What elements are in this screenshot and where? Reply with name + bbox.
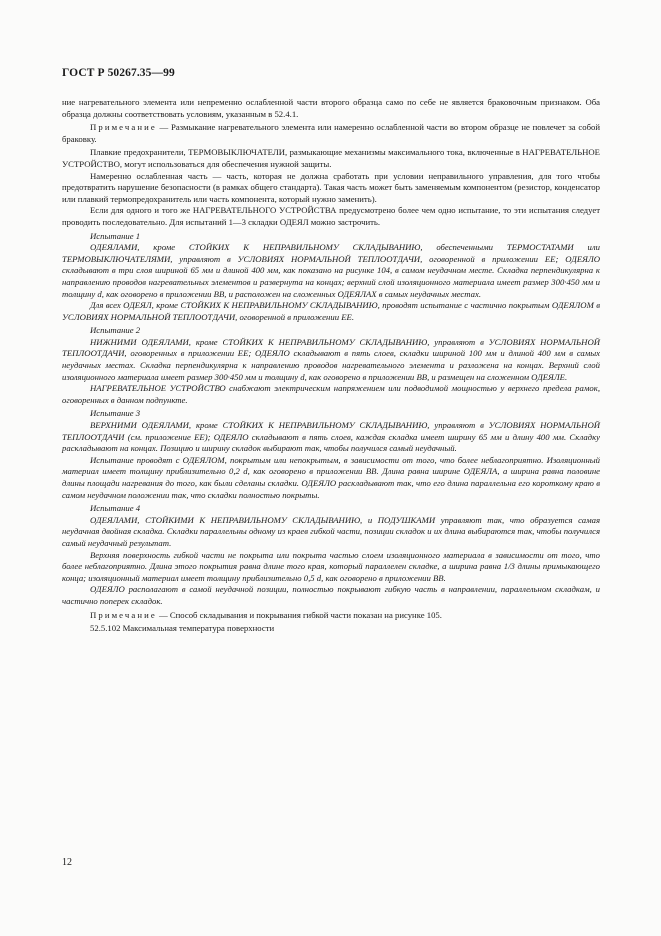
test-heading: Испытание 4 <box>90 503 141 514</box>
note-label: Примечание <box>90 609 157 620</box>
test-description-paragraph: ОДЕЯЛО располагают в самой неудачной позиции, полностью покрывают гибкую часть в направлении, параллельном складкам, и частично поперек складок. <box>62 584 600 606</box>
test-description-paragraph: ВЕРХНИМИ ОДЕЯЛАМИ, кроме СТОЙКИХ К НЕПРАВИЛЬНОМУ СКЛАДЫВАНИЮ, управляют в УСЛОВИЯХ НОРМАЛЬНОЙ ТЕПЛООТДАЧИ (см. приложение ЕЕ); ОДЕЯЛО складывают в пять слоев, каждая складка имеет ширину 65 мм и длину 400 мм. Складку раскладывают на концах. Позицию и ширину складок выбирают так, чтобы получился самый неудачный. <box>62 420 600 454</box>
note-text: — Способ складывания и покрывания гибкой части показан на рисунке 105. <box>156 609 442 620</box>
test-heading: Испытание 3 <box>90 408 141 419</box>
test-description-paragraph: Для всех ОДЕЯЛ, кроме СТОЙКИХ К НЕПРАВИЛЬНОМУ СКЛАДЫВАНИЮ, проводят испытание с частично покрытым ОДЕЯЛОМ в УСЛОВИЯХ НОРМАЛЬНОЙ ТЕПЛООТДАЧИ, оговоренной в приложении ЕЕ. <box>62 300 600 322</box>
test-description-paragraph: НИЖНИМИ ОДЕЯЛАМИ, кроме СТОЙКИХ К НЕПРАВИЛЬНОМУ СКЛАДЫВАНИЮ, управляют в УСЛОВИЯХ НОРМАЛЬНОЙ ТЕПЛООТДАЧИ, оговоренных в приложении ЕЕ; ОДЕЯЛО складывают в пять слоев, складки шириной 100 мм и длиной 400 мм в самых неудачных местах. Складка перпендикулярна к направлению проводов нагревательного элемента и разложена на концах. Верхний слой изоляционного материала имеет размер 300·450 мм и толщину d, как оговорено в приложении ВВ, и размещен на сложенном ОДЕЯЛЕ. <box>62 336 600 382</box>
note-paragraph <box>62 122 600 145</box>
body-paragraph: Если для одного и того же НАГРЕВАТЕЛЬНОГО УСТРОЙСТВА предусмотрено более чем одно испытание, то эти испытания следует проводить последовательно. Для испытаний 1—3 складки ОДЕЯЛ можно застрочить. <box>62 205 600 227</box>
test-description-paragraph: ОДЕЯЛАМИ, СТОЙКИМИ К НЕПРАВИЛЬНОМУ СКЛАДЫВАНИЮ, и ПОДУШКАМИ управляют так, что образуется самая неудачная двойная складка. Складки параллельны одному из краев гибкой части, позиции складок и их длина выбираются так, чтобы получился самый неудачный результат. <box>62 514 600 548</box>
test-description-paragraph: НАГРЕВАТЕЛЬНОЕ УСТРОЙСТВО снабжают электрическим напряжением или подводимой мощностью у верхнего предела рамок, оговоренных в данном подпункте. <box>62 383 600 405</box>
note-paragraph <box>62 610 600 622</box>
test-description-paragraph: ОДЕЯЛАМИ, кроме СТОЙКИХ К НЕПРАВИЛЬНОМУ СКЛАДЫВАНИЮ, обеспеченными ТЕРМОСТАТАМИ или ТЕРМОВЫКЛЮЧАТЕЛЯМИ, управляют в УСЛОВИЯХ НОРМАЛЬНОЙ ТЕПЛООТДАЧИ, оговоренной в приложении ЕЕ; ОДЕЯЛО складывают в три слоя шириной 65 мм и длиной 400 мм, как показано на рисунке 104, в самом неудачном месте. Складка перпендикулярна к направлению проводов нагревательных элементов и развернута на концах; верхний слой изоляционного материала имеет размер 300·450 мм и толщину d, как оговорено в приложении ВВ, и расположен на сложенных ОДЕЯЛАХ в самых неудачных местах. <box>62 242 600 299</box>
test-description-paragraph: Испытание проводят с ОДЕЯЛОМ, покрытым или непокрытым, в зависимости от того, что более неблагоприятно. Изоляционный материал имеет толщину приблизительно 0,2 d, как оговорено в приложении ВВ. Длина равна ширине ОДЕЯЛА, а ширина равна половине длины площади нагревания до того, как были сделаны складки. ОДЕЯЛО раскладывают так, что его длина параллельна его короткому краю в самом неудачном положении так, что складки полностью покрыты. <box>62 454 600 500</box>
note-text: — Размыкание нагревательного элемента или намеренно ослабленной части во втором образце не повлечет за собой браковку. <box>62 122 600 144</box>
body-paragraph: Плавкие предохранители, ТЕРМОВЫКЛЮЧАТЕЛИ, размыкающие механизмы максимального тока, включенные в НАГРЕВАТЕЛЬНОЕ УСТРОЙСТВО, могут использоваться для обеспечения нужной защиты. <box>62 147 600 169</box>
note-label: Примечание <box>90 122 157 133</box>
continued-paragraph: ние нагревательного элемента или непременно ослабленной части второго образца само по себе не является браковочным признаком. Оба образца должны соответствовать условиям, указанным в 52.4.1. <box>62 97 600 119</box>
test-description-paragraph: Верхняя поверхность гибкой части не покрыта или покрыта частью слоем изоляционного материала в зависимости от того, что более неблагоприятно. Длина этого покрытия равна длине того края, который параллелен складке, а ширина равна 1/3 длины примыкающего конца; изоляционный материал имеет толщину приблизительно 0,5 d, как оговорено в приложении ВВ. <box>62 549 600 583</box>
page-number: 12 <box>62 857 72 868</box>
section-heading: 52.5.102 Максимальная температура поверхности <box>90 623 275 634</box>
document-body <box>62 97 600 635</box>
body-paragraph: Намеренно ослабленная часть — часть, которая не должна сработать при условии неправильного управления, для того чтобы предотвратить нарушение безопасности (в рамках общего стандарта). Такая часть может быть заменяемым компонентом (резистор, конденсатор или плавкий термопредохранитель или часть компонента, который нужно заменить). <box>62 170 600 204</box>
document-code-header: ГОСТ Р 50267.35—99 <box>62 67 175 79</box>
test-heading: Испытание 1 <box>90 230 141 241</box>
test-heading: Испытание 2 <box>90 325 141 336</box>
